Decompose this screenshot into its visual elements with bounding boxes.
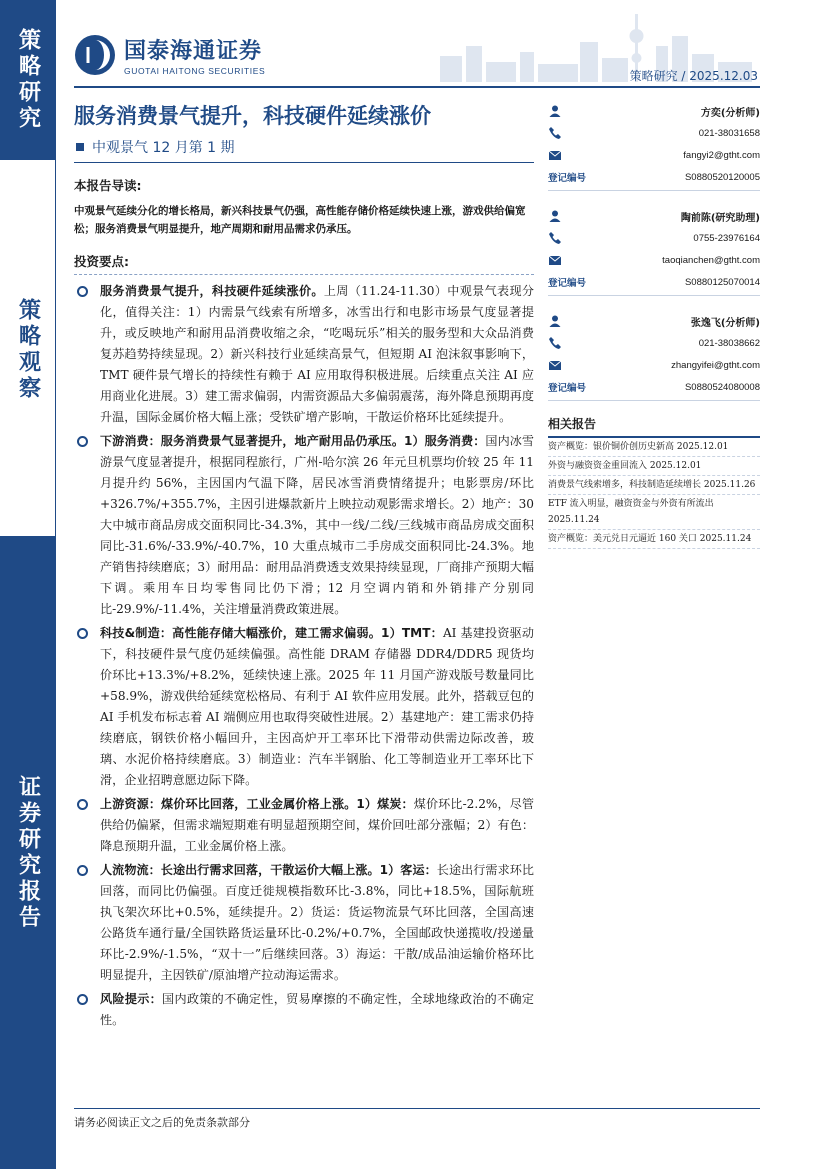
invest-point-lead: 人流物流：长途出行需求回落，干散运价大幅上涨。1）客运： — [100, 863, 437, 877]
invest-divider — [74, 274, 534, 275]
sidebar-middle-label: 策略观察 — [15, 298, 41, 402]
analyst-name: 张逸飞(分析师) — [690, 317, 760, 329]
circle-bullet-icon — [77, 286, 88, 297]
analyst-phone: 021-38031658 — [698, 127, 760, 139]
footer-divider — [74, 1108, 760, 1109]
invest-point-lead: 下游消费：服务消费景气显著提升，地产耐用品仍承压。1）服务消费： — [100, 434, 486, 448]
logo-english-name: GUOTAI HAITONG SECURITIES — [124, 66, 266, 76]
invest-point — [74, 623, 534, 791]
invest-point-lead: 服务消费景气提升，科技硬件延续涨价。 — [100, 284, 324, 298]
related-report-item[interactable]: 资产概览：银价铜价创历史新高 2025.12.01 — [548, 438, 760, 457]
main-content — [74, 176, 534, 1034]
header-divider — [74, 86, 760, 88]
meta-separator: / — [681, 69, 690, 83]
invest-point-body: 长途出行需求环比回落，而同比仍偏强。百度迁徙规模指数环比-3.8%，同比+18.5%，国际航班执飞架次环比+0.5%，延续提升。2）货运：货运物流景气环比回落，全国高速公路货车通行量/全国铁路货运量环比-0.2%/+0.7%，全国邮政快递揽收/投递量环比-2.9%/-1.5%，“双十一”后继续回落。3）海运：干散/成品油运输价格环比明显提升，主因铁矿/原油增产拉动海运需求。 — [100, 863, 534, 982]
person-icon — [548, 209, 562, 223]
related-report-item[interactable]: 资产概览：美元兑日元逼近 160 关口 2025.11.24 — [548, 530, 760, 549]
circle-bullet-icon — [77, 799, 88, 810]
report-subtitle — [76, 137, 235, 157]
related-reports-heading: 相关报告 — [548, 415, 760, 438]
analyst-name: 陶前陈(研究助理) — [680, 212, 760, 224]
report-date: 2025.12.03 — [689, 69, 758, 83]
invest-point — [74, 794, 534, 857]
report-title: 服务消费景气提升，科技硬件延续涨价 — [74, 104, 431, 128]
logo-chinese-name: 国泰海通证券 — [124, 39, 263, 64]
sidebar-middle-block — [0, 180, 56, 520]
registration-number: S0880520120005 — [684, 171, 760, 183]
phone-icon — [548, 126, 562, 140]
sidebar-bottom-block — [0, 536, 56, 1169]
invest-point-body: 国内政策的不确定性，贸易摩擦的不确定性，全球地缘政治的不确定性。 — [100, 992, 534, 1027]
registration-number: S0880125070014 — [684, 276, 760, 288]
analyst-email[interactable]: fangyi2@gtht.com — [683, 149, 760, 161]
invest-point — [74, 860, 534, 986]
company-logo — [74, 34, 265, 76]
invest-point-body: 国内冰雪游景气度显著提升，根据同程旅行，广州-哈尔滨 26 年元旦机票均价较 25 年 11 月提升约 56%，主因国内气温下降，居民冰雪消费情绪提升；电影票房/环比+326.7%/+355.7%，主因引进爆款新片上映拉动观影需求增长。2）地产：30 大中城市商品房成交面积同比-34.3%，其中一线/二线/三线城市商品房成交面积同比-31.6%/-33.9%/-40.7%，10 大重点城市二手房成交面积同比-24.3%。地产销售持续磨底；3）耐用品：耐用品消费透支效果持续显现，厂商排产预期大幅下调。乘用车日均零售同比仍下滑；12 月空调内销和外销排产分别同比-29.9%/-11.4%，关注增量消费政策进展。 — [100, 434, 534, 616]
header-meta — [630, 67, 758, 84]
analyst-email[interactable]: zhangyifei@gtht.com — [671, 359, 760, 371]
footer-disclaimer: 请务必阅读正文之后的免责条款部分 — [74, 1116, 250, 1129]
sidebar-bottom-label: 证券研究报告 — [15, 774, 41, 931]
email-icon — [548, 253, 562, 267]
invest-point — [74, 431, 534, 620]
email-icon — [548, 358, 562, 372]
registration-number: S0880524080008 — [684, 381, 760, 393]
person-icon — [548, 314, 562, 328]
circle-bullet-icon — [77, 628, 88, 639]
right-column — [548, 100, 760, 549]
invest-point-lead: 科技&制造：高性能存储大幅涨价，建工需求偏弱。1）TMT： — [100, 626, 443, 640]
analyst-card — [548, 100, 760, 191]
registration-label: 登记编号 — [548, 383, 587, 394]
invest-point-lead: 上游资源：煤价环比回落，工业金属价格上涨。1）煤炭： — [100, 797, 414, 811]
square-bullet-icon — [76, 143, 84, 151]
title-divider — [74, 162, 534, 163]
phone-icon — [548, 231, 562, 245]
invest-heading: 投资要点: — [74, 254, 129, 269]
circle-bullet-icon — [77, 994, 88, 1005]
analyst-name: 方奕(分析师) — [700, 107, 760, 119]
registration-label: 登记编号 — [548, 278, 587, 289]
sidebar-top-label: 策略研究 — [15, 28, 41, 132]
left-sidebar — [0, 0, 56, 1169]
invest-point — [74, 989, 534, 1031]
invest-point — [74, 281, 534, 428]
guide-text: 中观景气延续分化的增长格局，新兴科技景气仍强，高性能存储价格延续快速上涨，游戏供给偏宽松；服务消费景气明显提升，地产周期和耐用品需求仍承压。 — [74, 205, 526, 235]
invest-point-body: 煤价环比-2.2%，尽管供给仍偏紧，但需求端短期难有明显超预期空间，煤价回吐部分涨幅；2）有色：降息预期升温，工业金属价格上涨。 — [100, 797, 535, 853]
related-report-item[interactable]: 消费景气线索增多，科技制造延续增长 2025.11.26 — [548, 476, 760, 495]
analyst-phone: 0755-23976164 — [693, 232, 760, 244]
analyst-email[interactable]: taoqianchen@gtht.com — [662, 254, 760, 266]
guide-heading: 本报告导读: — [74, 178, 142, 193]
analyst-card — [548, 205, 760, 296]
sidebar-top-block — [0, 0, 56, 160]
circle-bullet-icon — [77, 436, 88, 447]
invest-point-body: 上周（11.24-11.30）中观景气表现分化，值得关注：1）内需景气线索有所增多，冰雪出行和电影市场景气度显著提升，或反映地产和耐用品消费收缩之余，“吃喝玩乐”相关的服务型和大众品消费复苏趋势持续显现。2）新兴科技行业延续高景气，但短期 AI 泡沫叙事影响下，TMT 硬件景气增长的持续性有赖于 AI 应用取得积极进展。后续重点关注 AI 应用商业化进展。3）建工需求偏弱，内需资源品大多偏弱震荡，海外降息预期再度升温，国际金属价格大幅上涨；受铁矿增产影响，干散运价格环比延续提升。 — [100, 284, 534, 424]
registration-label: 登记编号 — [548, 173, 587, 184]
related-report-item[interactable]: ETF 流入明显，融资资金与外资有所流出 2025.11.24 — [548, 495, 760, 530]
analyst-card — [548, 310, 760, 401]
sidebar-divider — [55, 0, 56, 1169]
analyst-phone: 021-38038662 — [698, 337, 760, 349]
phone-icon — [548, 336, 562, 350]
report-category: 策略研究 — [629, 69, 678, 83]
related-report-item[interactable]: 外资与融资资金重回流入 2025.12.01 — [548, 457, 760, 476]
circle-bullet-icon — [77, 865, 88, 876]
report-subtitle-text: 中观景气 12 月第 1 期 — [92, 140, 235, 156]
invest-point-body: AI 基建投资驱动下，科技硬件景气度仍延续偏强。高性能 DRAM 存储器 DDR4/DDR5 现货均价环比+13.3%/+8.2%，延续快速上涨。2025 年 11 月国产游戏版号数量同比+58.9%，游戏供给延续宽松格局、有利于 AI 软件应用发展。此外，搭载豆包的 AI 手机发布标志着 AI 端侧应用也取得突破性进展。2）基建地产：建工需求仍持续磨底，钢铁价格小幅回升，主因高炉开工率环比下滑带动供需边际改善，玻璃、水泥价格持续磨底。3）制造业：汽车半钢胎、化工等制造业开工率环比下滑，企业招聘意愿边际下降。 — [100, 626, 535, 787]
invest-point-lead: 风险提示： — [100, 992, 163, 1006]
email-icon — [548, 148, 562, 162]
person-icon — [548, 104, 562, 118]
logo-mark-icon — [74, 34, 116, 76]
